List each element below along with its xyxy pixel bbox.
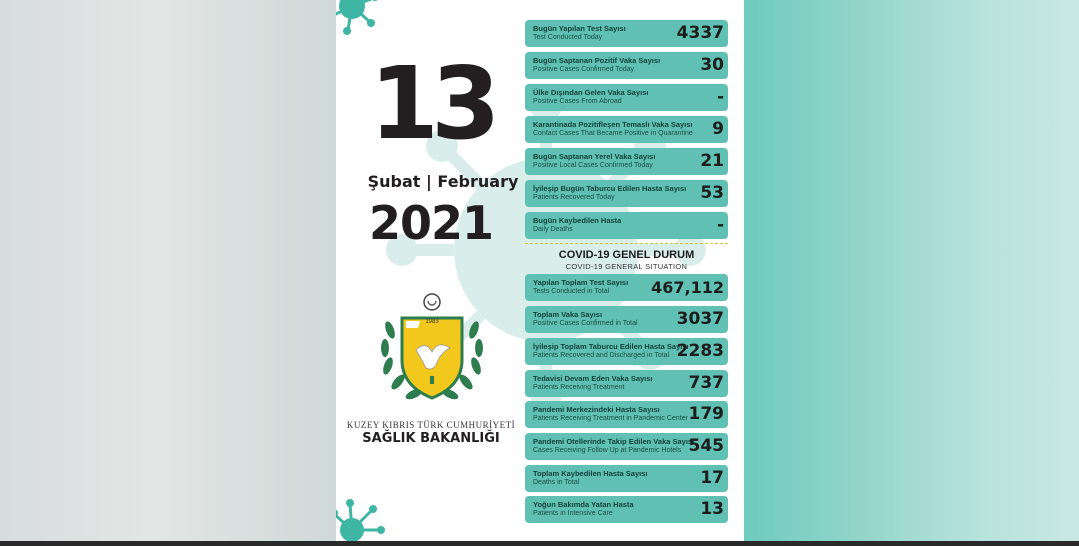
stat-label-en: Contact Cases That Became Positive in Quarantine (533, 130, 693, 137)
stat-value: 2283 (676, 341, 724, 361)
stat-value: - (716, 215, 724, 235)
stat-label-en: Patients Receiving Treatment (533, 384, 625, 391)
ministry-country-line: KUZEY KIBRIS TÜRK CUMHURİYETİ (346, 420, 516, 430)
general-stat-pandemic-center (525, 401, 728, 428)
stat-label-tr: İyileşip Toplam Taburcu Edilen Hasta Sayısı (533, 342, 689, 351)
stat-label-en: Deaths in Total (533, 479, 580, 486)
stat-label-tr: Tedavisi Devam Eden Vaka Sayısı (533, 374, 653, 383)
stat-label-en: Patients in Intensive Care (533, 510, 613, 517)
general-stat-recovered (525, 338, 728, 365)
daily-stat-abroad (525, 84, 728, 111)
general-stat-tests (525, 274, 728, 301)
stat-label-tr: Bugün Yapılan Test Sayısı (533, 24, 626, 33)
stat-label-tr: Pandemi Otellerinde Takip Edilen Vaka Sayısı (533, 437, 695, 446)
general-status-title: COVID-19 GENEL DURUM (558, 249, 695, 261)
stat-label-tr: İyileşip Bugün Taburcu Edilen Hasta Sayısı (533, 184, 687, 193)
general-stat-cases (525, 306, 728, 333)
stat-value: 21 (700, 151, 724, 171)
stat-label-tr: Bugün Kaybedilen Hasta (533, 216, 622, 225)
stat-value: 4337 (676, 23, 724, 43)
stat-label-tr: Bugün Saptanan Pozitif Vaka Sayısı (533, 56, 661, 65)
section-divider (525, 243, 728, 244)
stat-value: 179 (688, 404, 724, 424)
general-stat-deaths (525, 465, 728, 492)
stat-label-en: Positive Cases From Abroad (533, 98, 622, 105)
state-emblem-icon (376, 290, 488, 408)
date-month: Şubat | February (367, 172, 519, 191)
stat-label-tr: Pandemi Merkezindeki Hasta Sayısı (533, 405, 660, 414)
stat-value: - (716, 87, 724, 107)
bottom-bar (0, 541, 1079, 546)
stat-label-tr: Bugün Saptanan Yerel Vaka Sayısı (533, 152, 656, 161)
stat-label-en: Positive Cases Confirmed in Total (533, 320, 638, 327)
daily-stat-positive (525, 52, 728, 79)
stat-value: 467,112 (651, 278, 724, 297)
ministry-name: SAĞLIK BAKANLIĞI (362, 431, 500, 446)
stat-label-tr: Karantinada Pozitifleşen Temaslı Vaka Sayısı (533, 120, 693, 129)
date-year: 2021 (368, 196, 494, 250)
stat-label-en: Patients Recovered and Discharged in Total (533, 352, 670, 359)
stat-value: 545 (688, 436, 724, 456)
stat-label-en: Test Conducted Today (533, 34, 603, 41)
stat-label-tr: Yoğun Bakımda Yatan Hasta (533, 500, 634, 509)
stat-label-tr: Toplam Vaka Sayısı (533, 310, 603, 319)
stat-label-en: Positive Cases Confirmed Today (533, 66, 635, 73)
stat-value: 737 (688, 373, 724, 393)
background-left (0, 0, 336, 546)
covid-report-poster (336, 0, 744, 546)
stat-value: 9 (712, 119, 724, 139)
stat-label-tr: Yapılan Toplam Test Sayısı (533, 278, 629, 287)
daily-stat-local (525, 148, 728, 175)
stat-label-en: Patients Recovered Today (533, 194, 615, 201)
daily-stat-quarantine (525, 116, 728, 143)
general-stat-intensive-care (525, 496, 728, 523)
stat-value: 17 (700, 468, 724, 488)
stat-value: 53 (700, 183, 724, 203)
background-right (744, 0, 1079, 546)
stat-label-en: Patients Receiving Treatment in Pandemic Center (533, 415, 688, 422)
stat-label-en: Cases Receiving Follow Up at Pandemic Hotels (533, 447, 682, 454)
general-stat-treatment (525, 370, 728, 397)
daily-stat-recovered (525, 180, 728, 207)
general-stat-pandemic-hotels (525, 433, 728, 460)
stat-label-tr: Ülke Dışından Gelen Vaka Sayısı (533, 88, 649, 97)
stat-label-en: Tests Conducted in Total (533, 288, 610, 295)
virus-icon (336, 496, 390, 546)
stat-label-tr: Toplam Kaybedilen Hasta Sayısı (533, 469, 648, 478)
emblem-year: 1983 (425, 319, 439, 325)
general-status-subtitle: COVID-19 GENERAL SITUATION (565, 262, 688, 271)
stat-label-en: Positive Local Cases Confirmed Today (533, 162, 653, 169)
date-day: 13 (369, 45, 493, 162)
stat-label-en: Daily Deaths (533, 226, 573, 233)
virus-icon (336, 0, 386, 40)
stat-value: 30 (700, 55, 724, 75)
daily-stat-tests (525, 20, 728, 47)
stat-value: 3037 (676, 309, 724, 329)
daily-stat-deaths (525, 212, 728, 239)
stat-value: 13 (700, 499, 724, 519)
